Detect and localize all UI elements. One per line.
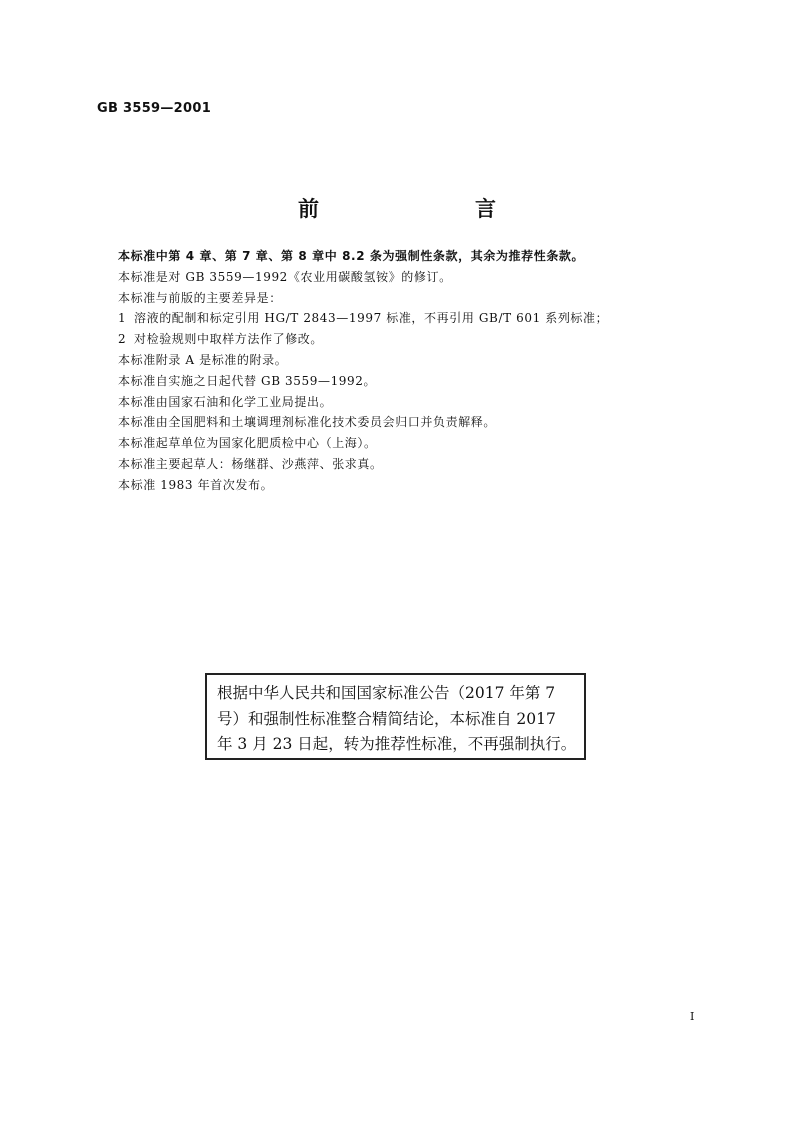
notice-line: 根据中华人民共和国国家标准公告（2017 年第 7 xyxy=(217,684,556,702)
paragraph-committee: 本标准由全国肥料和土壤调理剂标准化技术委员会归口并负责解释。 xyxy=(118,415,497,430)
list-item-difference-1 xyxy=(118,308,718,329)
paragraph-drafters: 本标准主要起草人：杨继群、沙燕萍、张求真。 xyxy=(118,456,383,471)
list-item-number: 2 xyxy=(118,332,127,347)
foreword-body xyxy=(118,246,718,496)
list-item-difference-2 xyxy=(118,329,718,350)
notice-line: 号）和强制性标准整合精简结论，本标准自 2017 xyxy=(217,709,556,728)
list-item-text: 对检验规则中取样方法作了修改。 xyxy=(134,332,324,347)
paragraph-mandatory-clauses: 本标准中第 4 章、第 7 章、第 8 章中 8.2 条为强制性条款，其余为推荐性条款。 xyxy=(118,249,585,263)
paragraph-differences-intro: 本标准与前版的主要差异是： xyxy=(118,290,282,305)
page-title: 前 言 xyxy=(298,197,534,221)
standard-code-header: GB 3559—2001 xyxy=(97,101,212,116)
status-notice-box xyxy=(205,673,586,760)
paragraph-first-issued: 本标准 1983 年首次发布。 xyxy=(118,477,274,492)
paragraph-appendix: 本标准附录 A 是标准的附录。 xyxy=(118,352,288,367)
list-item-text: 溶液的配制和标定引用 HG/T 2843—1997 标准，不再引用 GB/T 601 系列标准； xyxy=(134,311,609,326)
list-item-number: 1 xyxy=(118,311,127,326)
notice-line: 年 3 月 23 日起，转为推荐性标准，不再强制执行。 xyxy=(217,735,577,753)
paragraph-drafting-unit: 本标准起草单位为国家化肥质检中心（上海）。 xyxy=(118,436,377,451)
paragraph-replaces: 本标准自实施之日起代替 GB 3559—1992。 xyxy=(118,373,377,388)
paragraph-proposed-by: 本标准由国家石油和化学工业局提出。 xyxy=(118,394,333,409)
paragraph-revision-of: 本标准是对 GB 3559—1992《农业用碳酸氢铵》的修订。 xyxy=(118,269,452,284)
page-number: I xyxy=(690,1010,695,1023)
